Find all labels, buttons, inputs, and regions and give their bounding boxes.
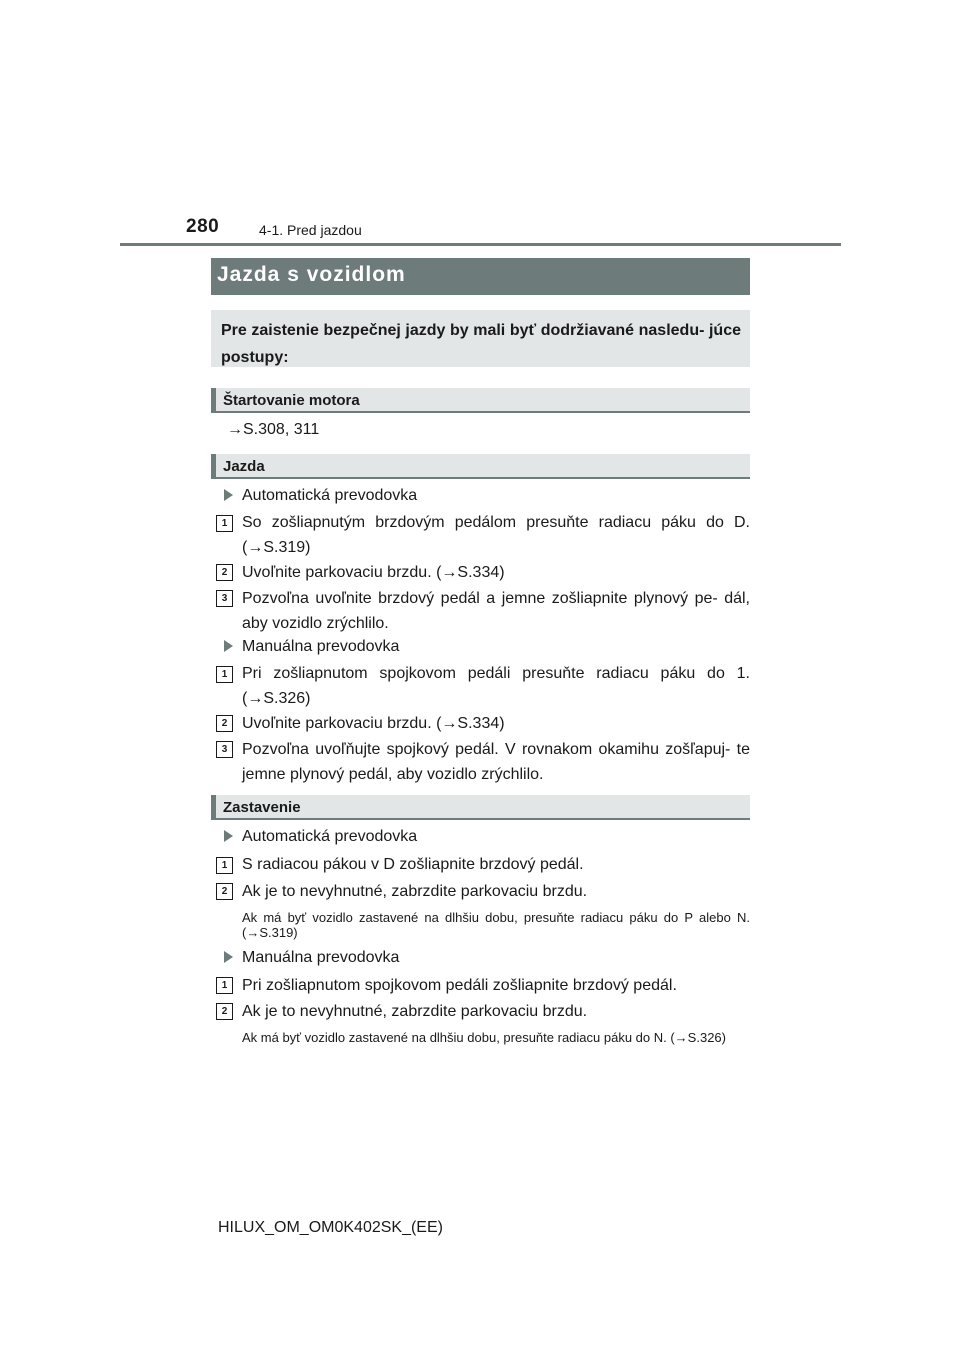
start-engine-ref: →S.308, 311 (227, 421, 320, 438)
section-path: 4-1. Pred jazdou (259, 222, 362, 238)
step-number: 2 (216, 1003, 233, 1020)
intro-box (211, 310, 750, 367)
step-text: Pozvoľna uvoľňujte spojkový pedál. V rovnakom okamihu zošľapuj- te jemne plynový pedál, aby vozidlo zrýchlilo. (242, 741, 750, 783)
header-rule (120, 243, 841, 246)
step-number: 2 (216, 564, 233, 581)
step-number: 2 (216, 715, 233, 732)
note-text: Ak má byť vozidlo zastavené na dlhšiu dobu, presuňte radiacu páku do P alebo N. (→S.319) (242, 910, 750, 940)
step-number: 1 (216, 666, 233, 683)
heading-start-engine-label: Štartovanie motora (223, 392, 360, 409)
heading-stopping-label: Zastavenie (223, 799, 301, 816)
step-text: So zošliapnutým brzdovým pedálom presuňte radiacu páku do D. (→S.319) (242, 514, 750, 556)
note-text: Ak má byť vozidlo zastavené na dlhšiu dobu, presuňte radiacu páku do N. (→S.326) (242, 1030, 726, 1045)
driving-automatic-label: Automatická prevodovka (224, 487, 417, 505)
step-text: Uvoľnite parkovaciu brzdu. (→S.334) (242, 564, 505, 581)
heading-driving (211, 454, 750, 479)
step-text: Ak je to nevyhnutné, zabrzdite parkovaciu brzdu. (242, 883, 588, 900)
step-number: 1 (216, 857, 233, 874)
step-number: 3 (216, 741, 233, 758)
step-text: Uvoľnite parkovaciu brzdu. (→S.334) (242, 715, 505, 732)
heading-start-engine (211, 388, 750, 413)
stopping-manual-label: Manuálna prevodovka (224, 949, 399, 967)
step-number: 1 (216, 515, 233, 532)
step-number: 1 (216, 977, 233, 994)
step-number: 2 (216, 883, 233, 900)
step-number: 3 (216, 590, 233, 607)
step-text: S radiacou pákou v D zošliapnite brzdový pedál. (242, 856, 584, 873)
step-text: Ak je to nevyhnutné, zabrzdite parkovaciu brzdu. (242, 1003, 588, 1020)
stopping-automatic-label: Automatická prevodovka (224, 828, 417, 846)
triangle-bullet-icon (224, 640, 233, 652)
triangle-bullet-icon (224, 489, 233, 501)
step-text: Pozvoľna uvoľnite brzdový pedál a jemne zošliapnite plynový pe- dál, aby vozidlo zrýchlilo. (242, 590, 750, 632)
heading-driving-label: Jazda (223, 458, 265, 475)
title-bar (211, 258, 750, 295)
page-number: 280 (186, 216, 220, 237)
heading-stopping (211, 795, 750, 820)
page-title: Jazda s vozidlom (217, 263, 406, 286)
triangle-bullet-icon (224, 951, 233, 963)
driving-manual-label: Manuálna prevodovka (224, 638, 399, 656)
step-text: Pri zošliapnutom spojkovom pedáli zošliapnite brzdový pedál. (242, 977, 677, 994)
step-text: Pri zošliapnutom spojkovom pedáli presuňte radiacu páku do 1. (→S.326) (242, 665, 750, 707)
intro-text: Pre zaistenie bezpečnej jazdy by mali byť dodržiavané nasledu- júce postupy: (221, 322, 741, 366)
triangle-bullet-icon (224, 830, 233, 842)
footer-doc-code: HILUX_OM_OM0K402SK_(EE) (218, 1219, 443, 1236)
